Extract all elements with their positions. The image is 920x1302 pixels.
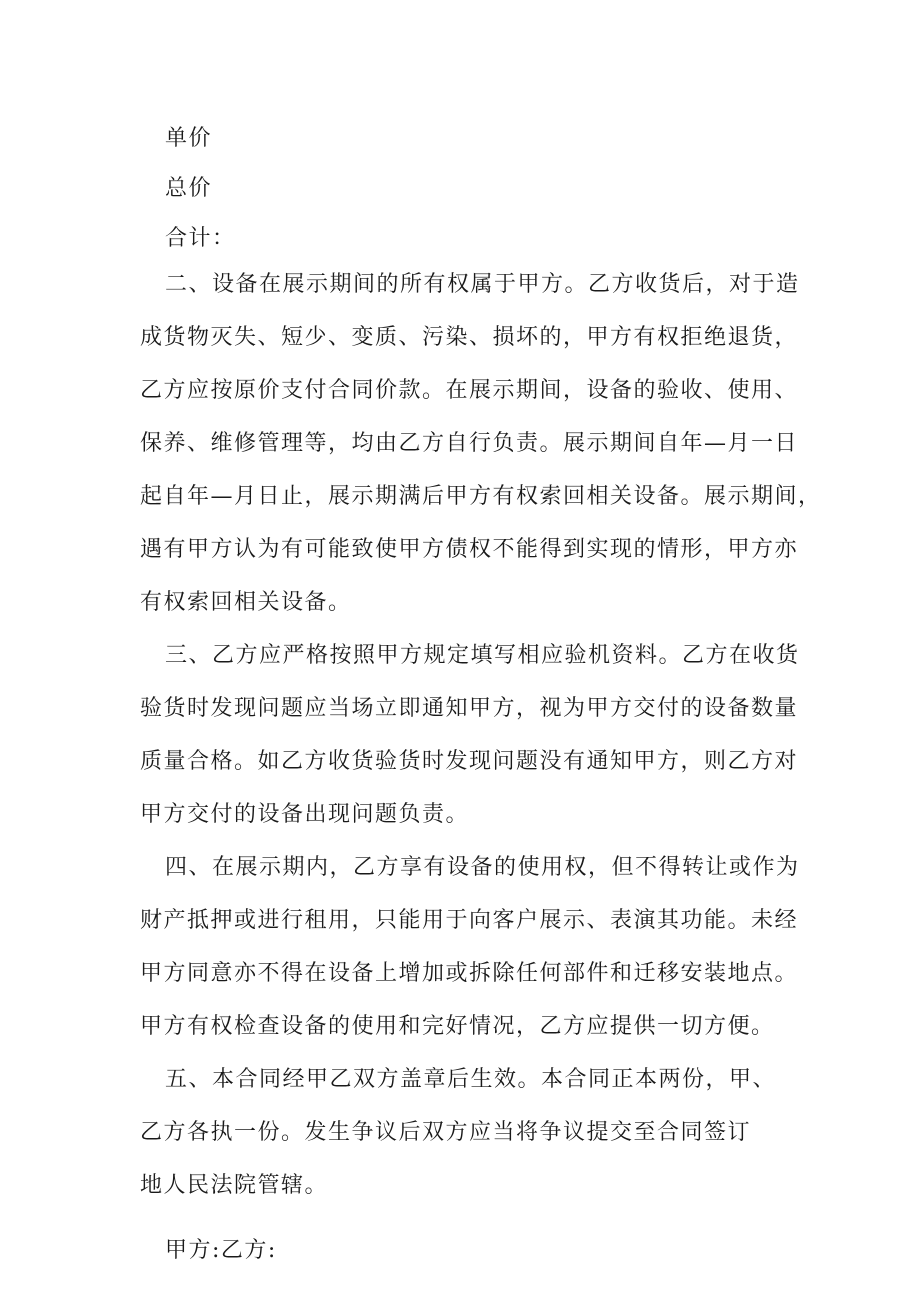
clause-2-line: 二、设备在展示期间的所有权属于甲方。乙方收货后，对于造 (165, 272, 800, 297)
clause-3-line: 验货时发现问题应当场立即通知甲方，视为甲方交付的设备数量 (140, 696, 799, 721)
clause-3-line: 三、乙方应严格按照甲方规定填写相应验机资料。乙方在收货 (165, 643, 800, 668)
clause-2-line: 成货物灭失、短少、变质、污染、损坏的，甲方有权拒绝退货， (140, 325, 799, 350)
clause-4-line: 财产抵押或进行租用，只能用于向客户展示、表演其功能。未经 (140, 908, 799, 933)
clause-2-line: 起自年—月日止，展示期满后甲方有权索回相关设备。展示期间， (140, 484, 822, 509)
label-unit-price: 单价 (165, 126, 213, 151)
clause-2-line: 有权索回相关设备。 (140, 590, 352, 615)
clause-5-line: 地人民法院管辖。 (140, 1173, 329, 1198)
clause-4-line: 甲方同意亦不得在设备上增加或拆除任何部件和迁移安装地点。 (140, 961, 799, 986)
clause-2-line: 乙方应按原价支付合同价款。在展示期间，设备的验收、使用、 (140, 378, 799, 403)
clause-5-line: 乙方各执一份。发生争议后双方应当将争议提交至合同签订 (140, 1120, 752, 1145)
signature-parties: 甲方:乙方: (165, 1238, 277, 1263)
clause-4-line: 四、在展示期内，乙方享有设备的使用权，但不得转让或作为 (165, 855, 800, 880)
clause-2-line: 遇有甲方认为有可能致使甲方债权不能得到实现的情形，甲方亦 (140, 537, 799, 562)
clause-3-line: 质量合格。如乙方收货验货时发现问题没有通知甲方，则乙方对 (140, 749, 799, 774)
label-sum: 合计： (165, 226, 236, 251)
label-total-price: 总价 (165, 176, 213, 201)
clause-3-line: 甲方交付的设备出现问题负责。 (140, 802, 470, 827)
clause-2-line: 保养、维修管理等，均由乙方自行负责。展示期间自年—月一日 (140, 431, 799, 456)
clause-4-line: 甲方有权检查设备的使用和完好情况，乙方应提供一切方便。 (140, 1014, 775, 1039)
clause-5-line: 五、本合同经甲乙双方盖章后生效。本合同正本两份，甲、 (165, 1067, 777, 1092)
